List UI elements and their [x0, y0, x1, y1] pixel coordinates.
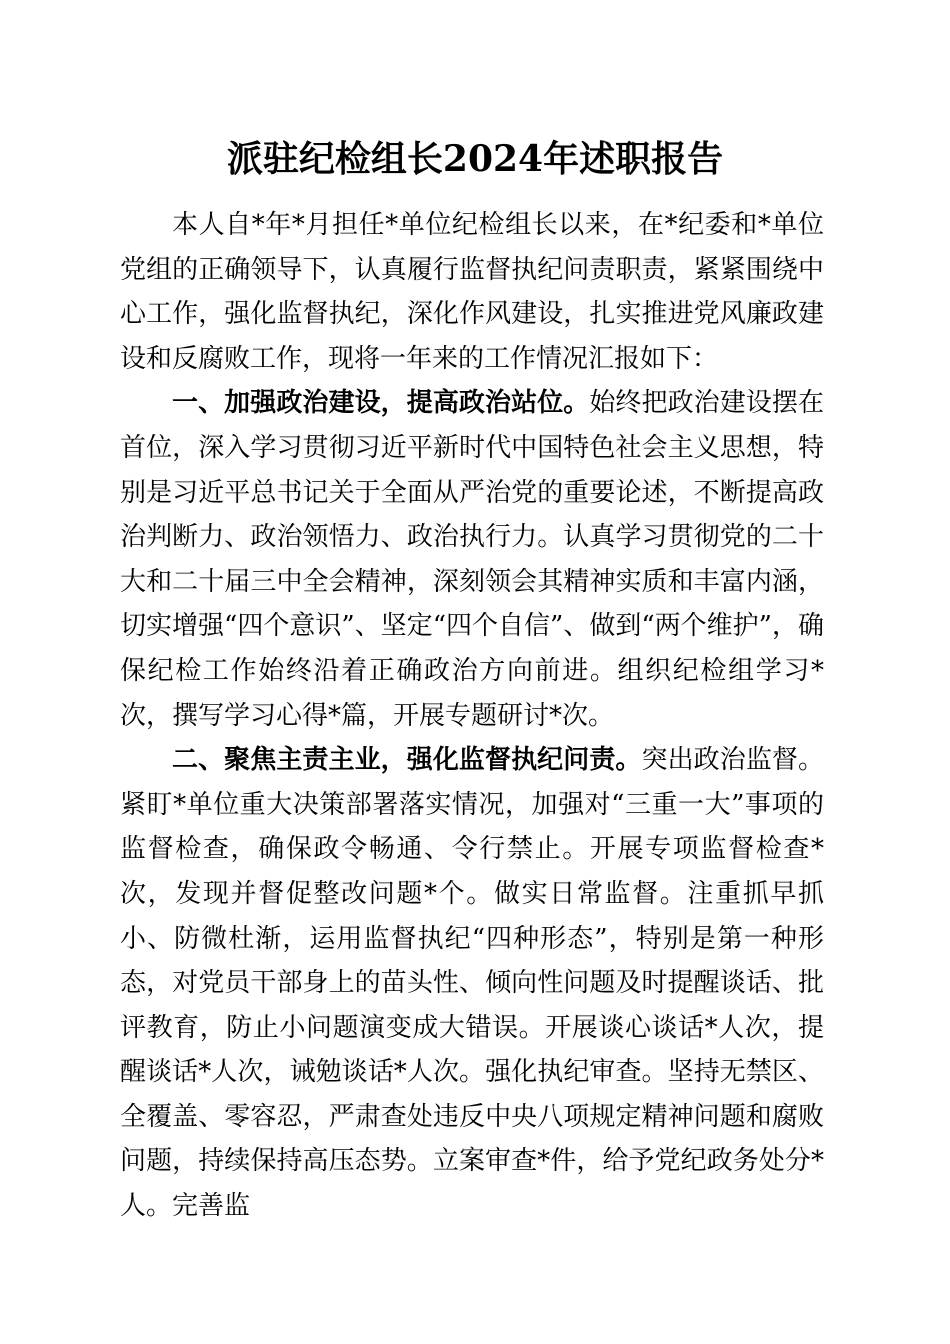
document-title: 派驻纪检组长2024年述职报告 [226, 138, 724, 180]
section-heading: 一、加强政治建设，提高政治站位。 [172, 388, 590, 419]
paragraph-text: 始终把政治建设摆在首位，深入学习贯彻习近平新时代中国特色社会主义思想，特别是习近平总书记关于全面从严治党的重要论述，不断提高政治判断力、政治领悟力、政治执行力。认真学习贯彻党的二十大和二十届三中全会精神，深刻领会其精神实质和丰富内涵，切实增强“四个意识”、坚定“四个自信”、做到“两个维护”，确保纪检工作始终沿着正确政治方向前进。组织纪检组学习*次，撰写学习心得*篇，开展专题研讨*次。 [120, 388, 824, 731]
section-heading: 二、聚焦主责主业，强化监督执纪问责。 [172, 745, 642, 776]
document-body [120, 203, 824, 1229]
section-2-paragraph [120, 738, 824, 1229]
paragraph-text: 突出政治监督。紧盯*单位重大决策部署落实情况，加强对“三重一大”事项的监督检查，确保政令畅通、令行禁止。开展专项监督检查*次，发现并督促整改问题*个。做实日常监督。注重抓早抓小、防微杜渐，运用监督执纪“四种形态”，特别是第一种形态，对党员干部身上的苗头性、倾向性问题及时提醒谈话、批评教育，防止小问题演变成大错误。开展谈心谈话*人次，提醒谈话*人次，诫勉谈话*人次。强化执纪审查。坚持无禁区、全覆盖、零容忍，严肃查处违反中央八项规定精神问题和腐败问题，持续保持高压态势。立案审查*件，给予党纪政务处分*人。完善监 [120, 745, 824, 1222]
intro-paragraph [120, 203, 824, 381]
section-1-paragraph [120, 381, 824, 738]
paragraph-text: 本人自*年*月担任*单位纪检组长以来，在*纪委和*单位党组的正确领导下，认真履行监督执纪问责职责，紧紧围绕中心工作，强化监督执纪，深化作风建设，扎实推进党风廉政建设和反腐败工作，现将一年来的工作情况汇报如下： [120, 210, 824, 374]
